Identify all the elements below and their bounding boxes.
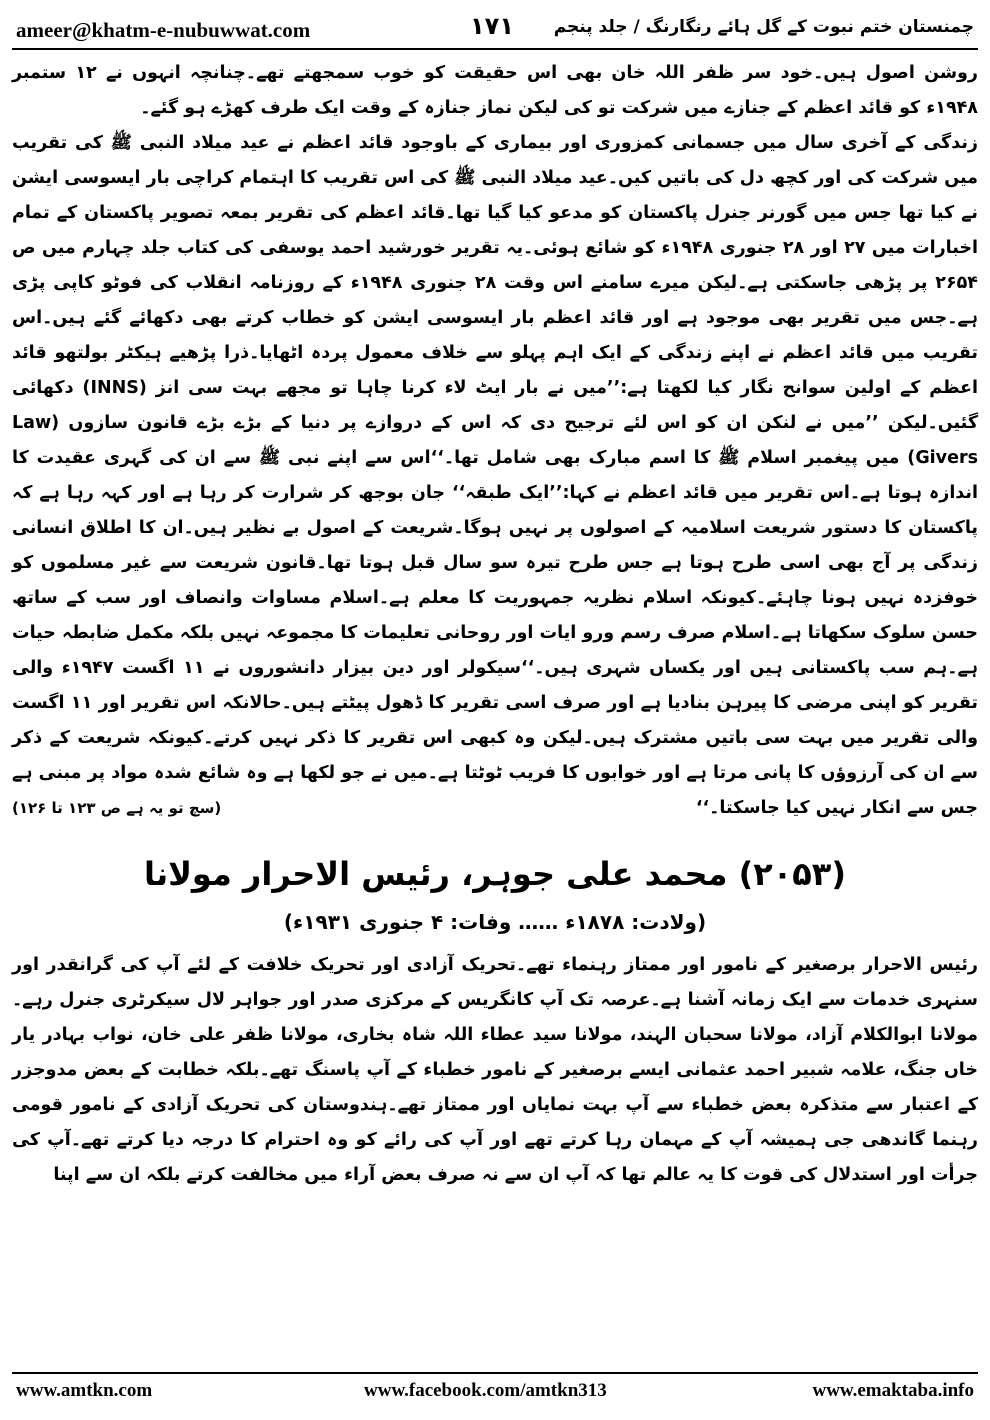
paragraph-2-text: زندگی کے آخری سال میں جسمانی کمزوری اور بیماری کے باوجود قائد اعظم نے عید میلاد النبی ﷺ کی تقریب میں شرکت کی اور کچھ دل کی باتیں کیں۔عید میلاد النبی ﷺ کی اس تقریب کا اہتمام کراچی بار ایسوسی ایشن نے کیا تھا جس میں گورنر جنرل پاکستان کو مدعو کیا گیا تھا۔قائد اعظم کی تقریر بمعہ تصویر پاکستان کے تمام اخبارات میں ۲۷ اور ۲۸ جنوری ۱۹۴۸ء کو شائع ہوئی۔یہ تقریر خورشید احمد یوسفی کی کتاب جلد چہارم میں ص ۲۶۵۴ پر پڑھی جاسکتی ہے۔لیکن میرے سامنے اس وقت ۲۸ جنوری ۱۹۴۸ء کے روزنامہ انقلاب کی فوٹو کاپی پڑی ہے۔جس میں تقریر بھی موجود ہے اور قائد اعظم بار ایسوسی ایشن کو خطاب کرتے بھی دکھائے گئے ہیں۔اس تقریب میں قائد اعظم نے اپنے زندگی کے ایک اہم پہلو سے خلاف معمول پردہ اٹھایا۔ذرا پڑھیے ہیکٹر بولتھو قائد اعظم کے اولین سوانح نگار کیا لکھتا ہے:’’میں نے بار ایٹ لاء کرنا چاہا تو مجھے بہت سی انز (INNS) دکھائی گئیں۔لیکن ’’میں نے لنکن ان کو اس لئے ترجیح دی کہ اس کے دروازے پر دنیا کے بڑے بڑے قانون سازوں (Law Givers) میں پیغمبر اسلام ﷺ کا اسم مبارک بھی شامل تھا۔‘‘اس سے اپنے نبی ﷺ سے ان کی گہری عقیدت کا اندازہ ہوتا ہے۔اس تقریر میں قائد اعظم نے کہا:’’ایک طبقہ‘‘ جان بوجھ کر شرارت کر رہا ہے اور کہہ رہا ہے کہ پاکستان کا دستور شریعت اسلامیہ کے اصولوں پر نہیں ہوگا۔شریعت کے اصول بے نظیر ہیں۔ان کا اطلاق انسانی زندگی پر آج بھی اسی طرح ہوتا ہے جس طرح تیرہ سو سال قبل ہوتا تھا۔قانون شریعت سے غیر مسلموں کو خوفزدہ نہیں ہونا چاہئے۔کیونکہ اسلام نظریہ جمہوریت کا معلم ہے۔اسلام مساوات وانصاف اور سب کے ساتھ حسن سلوک سکھاتا ہے۔اسلام صرف رسم ورو ایات اور روحانی تعلیمات کا مجموعہ نہیں بلکہ مکمل ضابطہ حیات ہے۔ہم سب پاکستانی ہیں اور یکساں شہری ہیں۔‘‘سیکولر اور دین بیزار دانشوروں نے ۱۱ اگست ۱۹۴۷ء والی تقریر کو اپنی مرضی کا پیرہن بنادیا ہے اور صرف اسی تقریر کا ڈھول پیٹتے ہیں۔حالانکہ اس تقریر اور ۱۱ اگست والی تقریر میں بہت سی باتیں مشترک ہیں۔لیکن وہ کبھی اس تقریر کا ذکر نہیں کرتے۔کیونکہ شریعت کے ذکر سے ان کی آرزوؤں کا پانی مرتا ہے اور خوابوں کا فریب ٹوٹتا ہے۔میں نے جو لکھا ہے وہ شائع شدہ مواد پر مبنی ہے جس سے انکار نہیں کیا جاسکتا۔‘‘: [12, 133, 978, 818]
source-reference: (سچ تو یہ ہے ص ۱۲۳ تا ۱۲۶): [12, 799, 222, 817]
entry-paragraph: رئیس الاحرار برصغیر کے نامور اور ممتاز رہنماء تھے۔تحریک آزادی اور تحریک خلافت کے لئے آپ کی گرانقدر اور سنہری خدمات سے ایک زمانہ آشنا ہے۔عرصہ تک آپ کانگریس کے مرکزی صدر اور جواہر لال سیکرٹری جنرل رہے۔مولانا ابوالکلام آزاد، مولانا سحبان الہند، مولانا سید عطاء اللہ شاہ بخاری، مولانا ظفر علی خان، نواب بہادر یار خاں جنگ، علامہ شبیر احمد عثمانی ایسے برصغیر کے نامور خطباء کے آپ پاسنگ تھے۔بلکہ خطابت کے بعض مدوجزر کے اعتبار سے متذکرہ بعض خطباء سے آپ بہت نمایاں اور ممتاز تھے۔ہندوستان کی تحریک آزادی کے نامور قومی رہنما گاندھی جی ہمیشہ آپ کے مہمان رہا کرتے تھے اور آپ کی رائے کو وہ احترام کا درجہ دیا کرتے تھے۔آپ کی جرأت اور استدلال کی قوت کا یہ عالم تھا کہ آپ ان سے نہ صرف بعض آراء میں مخالفت کرتے بلکہ ان سے اپنا: [12, 955, 978, 1185]
paragraph-1: روشن اصول ہیں۔خود سر ظفر اللہ خان بھی اس حقیقت کو خوب سمجھتے تھے۔چنانچہ انہوں نے ۱۲ ستمبر ۱۹۴۸ء کو قائد اعظم کے جنازے میں شرکت تو کی لیکن نماز جنازہ کے وقت ایک طرف کھڑے ہو گئے۔: [12, 63, 978, 118]
book-title: چمنستان ختم نبوت کے گل ہائے رنگارنگ / جلد پنجم: [553, 17, 974, 37]
page: [12, 12, 978, 1408]
footer-website-link[interactable]: www.amtkn.com: [16, 1380, 153, 1401]
header-email[interactable]: ameer@khatm-e-nubuwwat.com: [16, 18, 311, 42]
paragraph-2: [12, 126, 978, 826]
page-number: ۱۷۱: [470, 12, 514, 40]
page-body: [12, 56, 978, 1193]
page-header: [12, 12, 978, 50]
footer-facebook-link[interactable]: www.facebook.com/amtkn313: [364, 1380, 607, 1401]
entry-heading: (۲۰۵۳) محمد علی جوہر، رئیس الاحرار مولانا: [144, 855, 846, 893]
page-footer: [12, 1372, 978, 1408]
entry-dates: (ولادت: ۱۸۷۸ء …… وفات: ۴ جنوری ۱۹۳۱ء): [283, 910, 707, 934]
footer-emaktaba-link[interactable]: www.emaktaba.info: [812, 1380, 974, 1401]
